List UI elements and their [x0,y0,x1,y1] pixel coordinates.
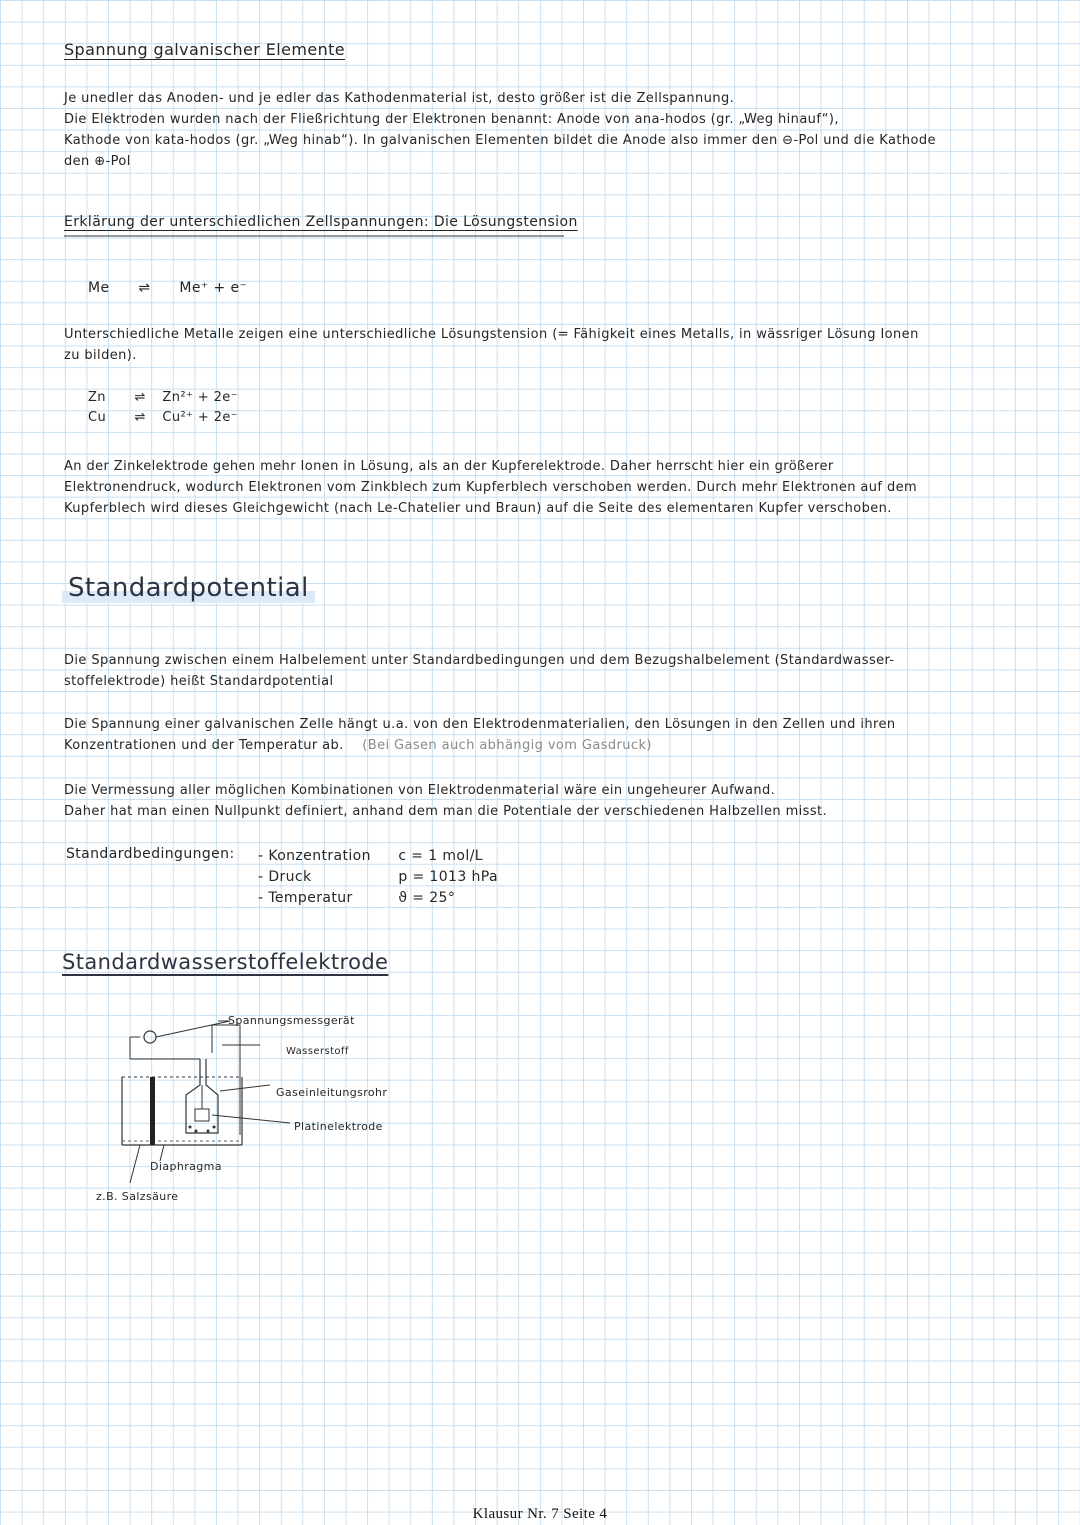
equation-cu [88,410,238,425]
conditions-label: Standardbedingungen: [66,846,235,862]
label-diaphragm: Diaphragma [150,1160,222,1173]
eq-right: Cu²⁺ + 2e⁻ [162,410,239,425]
condition-name: Konzentration [268,848,371,864]
label-gas-tube: Gaseinleitungsrohr [276,1086,388,1099]
text-fragment: Konzentrationen und der Temperatur ab. [64,738,344,753]
text-line: Die Spannung einer galvanischen Zelle hängt u.a. von den Elektrodenmaterialien, den Lösungen in den Zellen und ihren [64,717,896,732]
condition-row: - Temperatur ϑ = 25° [258,888,498,909]
text-line: stoffelektrode) heißt Standardpotential [64,674,334,689]
meter-terminal [144,1031,156,1043]
text-line: Elektronendruck, wodurch Elektronen vom Zinkblech zum Kupferblech verschoben werden. Durch mehr Elektronen auf dem [64,480,918,495]
heading-standardpotential: Standardpotential [62,573,315,603]
equation-me [88,280,247,296]
text-line: An der Zinkelektrode gehen mehr Ionen in Lösung, als an der Kupferelektrode. Daher herrscht hier ein größerer [64,459,834,474]
text-line: Daher hat man einen Nullpunkt definiert, anhand dem man die Potentiale der verschiedenen Halbzellen misst. [64,804,828,819]
eq-arrow: ⇌ [134,410,146,425]
text-line: Kupferblech wird dieses Gleichgewicht (nach Le-Chatelier und Braun) auf die Seite des elementaren Kupfer verschoben. [64,501,892,516]
label-meter: Spannungsmessgerät [228,1014,355,1027]
text-line: Kathode von kata-hodos (gr. „Weg hinab“). In galvanischen Elementen bildet die Anode also immer den ⊖-Pol und die Kathode [64,133,936,148]
section-title-loesungstension: Erklärung der unterschiedlichen Zellspannungen: Die Lösungstension [64,214,578,230]
platinum-electrode-shape [195,1109,209,1121]
equation-zn [88,390,238,405]
text-line: zu bilden). [64,348,137,363]
label-platinum: Platinelektrode [294,1120,383,1133]
eq-left: Me [88,280,110,296]
text-line: Die Vermessung aller möglichen Kombinationen von Elektrodenmaterial wäre ein ungeheurer Aufwand. [64,783,776,798]
condition-name: Druck [268,869,312,885]
section2-text [64,324,1014,366]
electrode-diagram [100,1005,420,1205]
condition-name: Temperatur [268,890,353,906]
eq-arrow: ⇌ [138,280,151,296]
diaphragm [150,1077,155,1145]
eq-arrow: ⇌ [134,390,146,405]
condition-row: - Konzentration c = 1 mol/L [258,846,498,867]
text-line: Je unedler das Anoden- und je edler das Kathodenmaterial ist, desto größer ist die Zellspannung. [64,91,735,106]
text-line [64,735,1014,756]
text-line: den ⊕-Pol [64,154,131,169]
text-line: Die Elektroden wurden nach der Fließrichtung der Elektronen benannt: Anode von ana-hodos (gr. „Weg hinauf“), [64,112,839,127]
measurement-text [64,780,1014,822]
eq-right: Zn²⁺ + 2e⁻ [162,390,238,405]
label-acid: z.B. Salzsäure [96,1190,179,1203]
eq-left: Cu [88,410,107,425]
definition [64,650,1014,692]
heading-standardwasserstoffelektrode: Standardwasserstoffelektrode [62,950,389,974]
conditions-list [258,846,498,909]
title-underline [64,234,564,238]
condition-row: - Druck p = 1013 hPa [258,867,498,888]
text-line: Unterschiedliche Metalle zeigen eine unterschiedliche Lösungstension (= Fähigkeit eines Metalls, in wässriger Lösung Ionen [64,327,919,342]
dependencies [64,714,1014,756]
eq-left: Zn [88,390,106,405]
section-title-spannung: Spannung galvanischer Elemente [64,40,346,59]
condition-value: ϑ = 25° [398,890,456,906]
section2-paragraph [64,456,1014,519]
condition-value: p = 1013 hPa [398,869,498,885]
condition-value: c = 1 mol/L [398,848,484,864]
eq-right: Me⁺ + e⁻ [179,280,248,296]
gas-note: (Bei Gasen auch abhängig vom Gasdruck) [362,738,652,753]
text-line: Die Spannung zwischen einem Halbelement unter Standardbedingungen und dem Bezugshalbelement (Standardwasser- [64,653,895,668]
label-hydrogen: Wasserstoff [286,1046,349,1057]
page-footer: Klausur Nr. 7 Seite 4 [472,1506,608,1522]
section1-text [64,88,1014,172]
meter-line [156,1021,230,1037]
